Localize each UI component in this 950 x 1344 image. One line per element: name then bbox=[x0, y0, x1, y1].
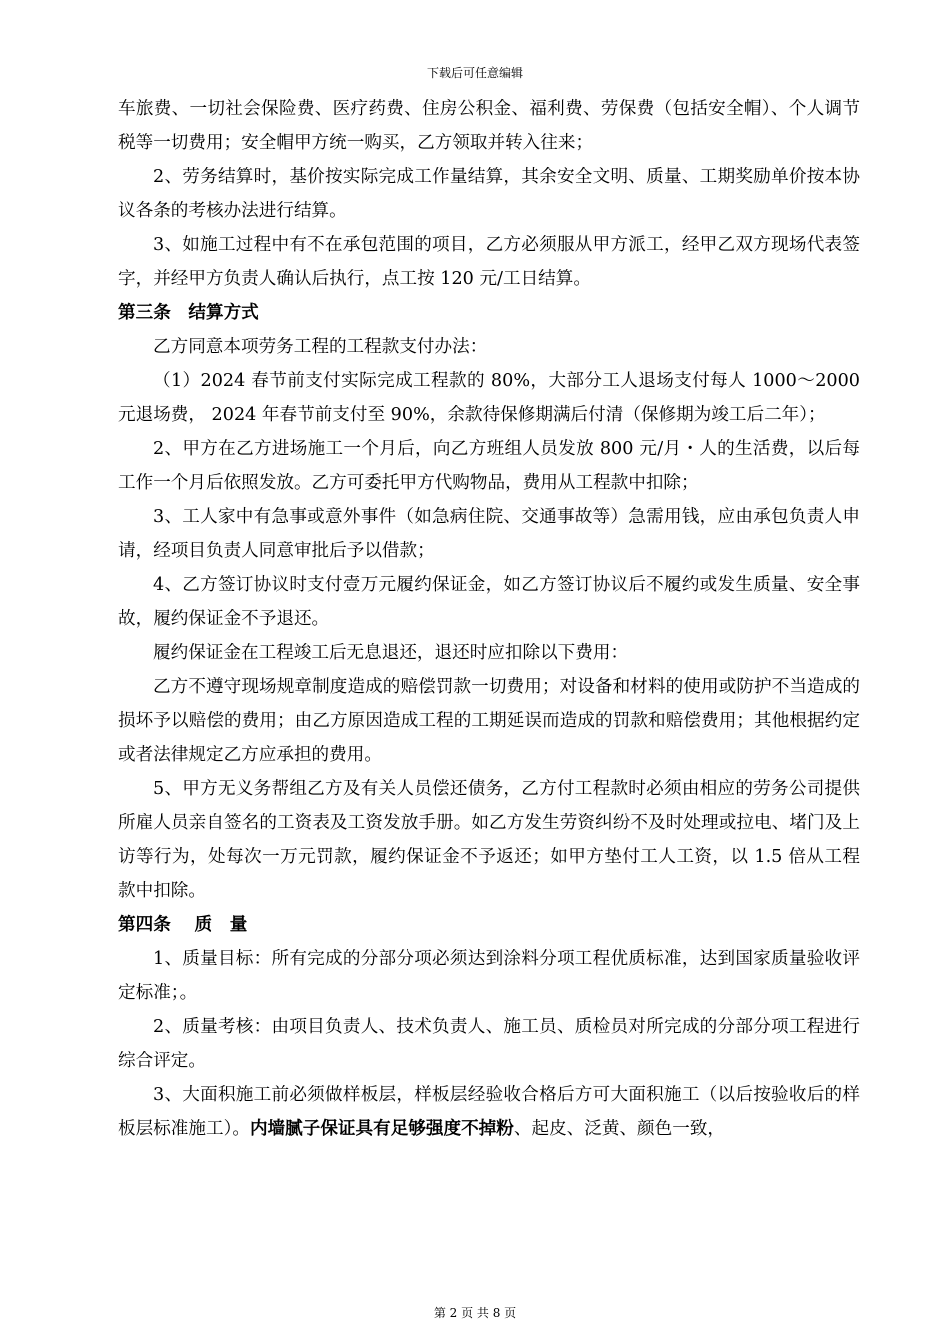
paragraph: 2、劳务结算时，基价按实际完成工作量结算，其余安全文明、质量、工期奖励单价按本协议各条的考核办法进行结算。 bbox=[118, 167, 860, 221]
paragraph: 乙方不遵守现场规章制度造成的赔偿罚款一切费用；对设备和材料的使用或防护不当造成的损坏予以赔偿的费用；由乙方原因造成工程的工期延误而造成的罚款和赔偿费用；其他根据约定或者法律规定乙方应承担的费用。 bbox=[118, 677, 860, 765]
text-run: 3、大面积施工前必须做样板层，样板层经验收合格后方可大面积施工（以后按验收后的样板层标准施工）。 bbox=[118, 1085, 860, 1139]
paragraph: （1）2024 春节前支付实际完成工程款的 80%，大部分工人退场支付每人 1000～2000 元退场费， 2024 年春节前支付至 90%，余款待保修期满后付清（保修期为竣工后二年）； bbox=[118, 371, 860, 425]
paragraph: 5、甲方无义务帮组乙方及有关人员偿还债务，乙方付工程款时必须由相应的劳务公司提供所雇人员亲自签名的工资表及工资发放手册。如乙方发生劳资纠纷不及时处理或拉电、堵门及上访等行为，处每次一万元罚款，履约保证金不予返还；如甲方垫付工人工资，以 1.5 倍从工程款中扣除。 bbox=[118, 779, 860, 901]
paragraph: 3、如施工过程中有不在承包范围的项目，乙方必须服从甲方派工，经甲乙双方现场代表签字，并经甲方负责人确认后执行，点工按 120 元/工日结算。 bbox=[118, 235, 860, 289]
paragraph: 4、乙方签订协议时支付壹万元履约保证金，如乙方签订协议后不履约或发生质量、安全事故，履约保证金不予退还。 bbox=[118, 575, 860, 629]
page-header: 下载后可任意编辑 bbox=[426, 66, 523, 80]
paragraph: 履约保证金在工程竣工后无息退还，退还时应扣除以下费用： bbox=[153, 643, 629, 663]
document-body bbox=[118, 92, 860, 1146]
text-run: 、起皮、泛黄、颜色一致， bbox=[513, 1119, 726, 1139]
section-heading-article-3: 第三条 结算方式 bbox=[118, 302, 259, 323]
paragraph-last bbox=[118, 1078, 860, 1146]
page-footer: 第 2 页 共 8 页 bbox=[433, 1306, 517, 1320]
paragraph: 车旅费、一切社会保险费、医疗药费、住房公积金、福利费、劳保费（包括安全帽）、个人调节税等一切费用；安全帽甲方统一购买，乙方领取并转入往来； bbox=[118, 99, 860, 153]
section-heading-article-4: 第四条 质 量 bbox=[118, 914, 248, 935]
paragraph: 1、质量目标：所有完成的分部分项必须达到涂料分项工程优质标准，达到国家质量验收评定标准；。 bbox=[118, 949, 860, 1003]
paragraph: 乙方同意本项劳务工程的工程款支付办法： bbox=[153, 337, 488, 357]
paragraph: 3、工人家中有急事或意外事件（如急病住院、交通事故等）急需用钱，应由承包负责人申请，经项目负责人同意审批后予以借款； bbox=[118, 507, 860, 561]
bold-text-run: 内墙腻子保证具有足够强度不掉粉 bbox=[249, 1118, 514, 1139]
paragraph: 2、质量考核：由项目负责人、技术负责人、施工员、质检员对所完成的分部分项工程进行综合评定。 bbox=[118, 1017, 860, 1071]
paragraph: 2、甲方在乙方进场施工一个月后，向乙方班组人员发放 800 元/月・人的生活费，以后每工作一个月后依照发放。乙方可委托甲方代购物品，费用从工程款中扣除； bbox=[118, 439, 860, 493]
